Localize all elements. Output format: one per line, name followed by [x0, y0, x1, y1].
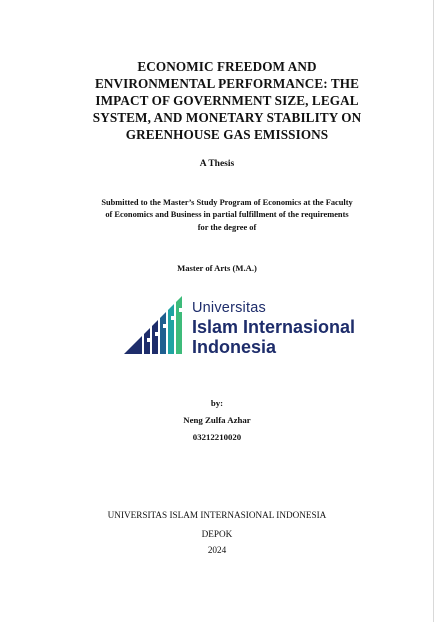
submission-line: for the degree of [197, 222, 257, 232]
by-label: by: [210, 398, 224, 408]
submission-line: of Economics and Business in partial fulfillment of the requirements [105, 210, 349, 220]
title-line: GREENHOUSE GAS EMISSIONS [125, 127, 329, 142]
logo-line-1: Universitas [192, 300, 266, 316]
title-line: ENVIRONMENTAL PERFORMANCE: THE [94, 76, 360, 91]
submission-line: Submitted to the Master’s Study Program of Economics at the Faculty [101, 198, 353, 207]
university-emblem-icon [122, 294, 186, 358]
student-id: 03212210020 [192, 432, 242, 442]
title-line: SYSTEM, AND MONETARY STABILITY ON [92, 110, 362, 125]
submission-statement [60, 197, 394, 234]
logo-line-2: Islam Internasional [192, 317, 356, 337]
logo-wordmark [192, 300, 355, 357]
degree-name: Master of Arts (M.A.) [177, 263, 257, 273]
institution-name: UNIVERSITAS ISLAM INTERNASIONAL INDONESIA [107, 510, 327, 520]
city-name: DEPOK [201, 529, 233, 539]
author-name: Neng Zulfa Azhar [183, 415, 251, 425]
university-logo [122, 294, 362, 358]
document-type: A Thesis [199, 159, 235, 169]
title-line: ECONOMIC FREEDOM AND [137, 59, 317, 74]
publication-year: 2024 [207, 545, 227, 555]
title-line: IMPACT OF GOVERNMENT SIZE, LEGAL [95, 93, 359, 108]
logo-line-3: Indonesia [192, 337, 277, 357]
thesis-title [60, 58, 394, 143]
